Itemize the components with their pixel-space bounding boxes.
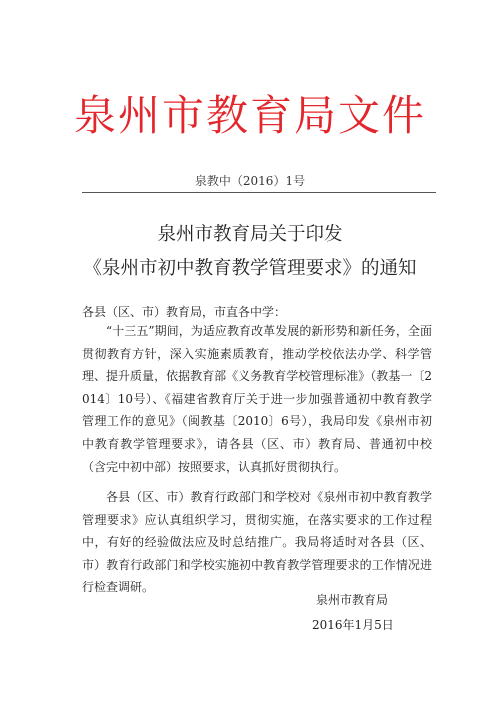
- notice-title-line-1: 泉州市教育局关于印发: [157, 224, 343, 245]
- body-paragraph-2: 各县（区、市）教育行政部门和学校对《泉州市初中教育教学管理要求》应认真组织学习，贯彻实施，在落实要求的工作过程中，有好的经验做法应及时总结推广。我局将适时对各县（区、市）教育行政部门和学校实施初中教育教学管理要求的工作情况进行检查调研。: [82, 490, 432, 595]
- document-masthead: 泉州市教育局文件: [73, 91, 426, 140]
- notice-title-line-2: 《泉州市初中教育教学管理要求》的通知: [83, 258, 417, 279]
- body-paragraph-1: “十三五”期间，为适应教育改革发展的新形势和新任务，全面贯彻教育方针，深入实施素质教育，推动学校依法办学、科学管理、提升质量，依据教育部《义务教育学校管理标准》（教基一〔2014〕10号）、《福建省教育厅关于进一步加强普通初中教育教学管理工作的意见》（闽教基〔2010〕6号），我局印发《泉州市初中教育教学管理要求》，请各县（区、市）教育局、普通初中校（含完中初中部）按照要求，认真抓好贯彻执行。: [82, 324, 432, 474]
- signature-date: 2016年1月5日: [312, 618, 394, 632]
- signature-organization: 泉州市教育局: [316, 593, 389, 607]
- header-divider: [82, 192, 436, 193]
- document-number: 泉教中（2016）1号: [194, 174, 306, 188]
- salutation: 各县（区、市）教育局，市直各中学：: [82, 305, 287, 319]
